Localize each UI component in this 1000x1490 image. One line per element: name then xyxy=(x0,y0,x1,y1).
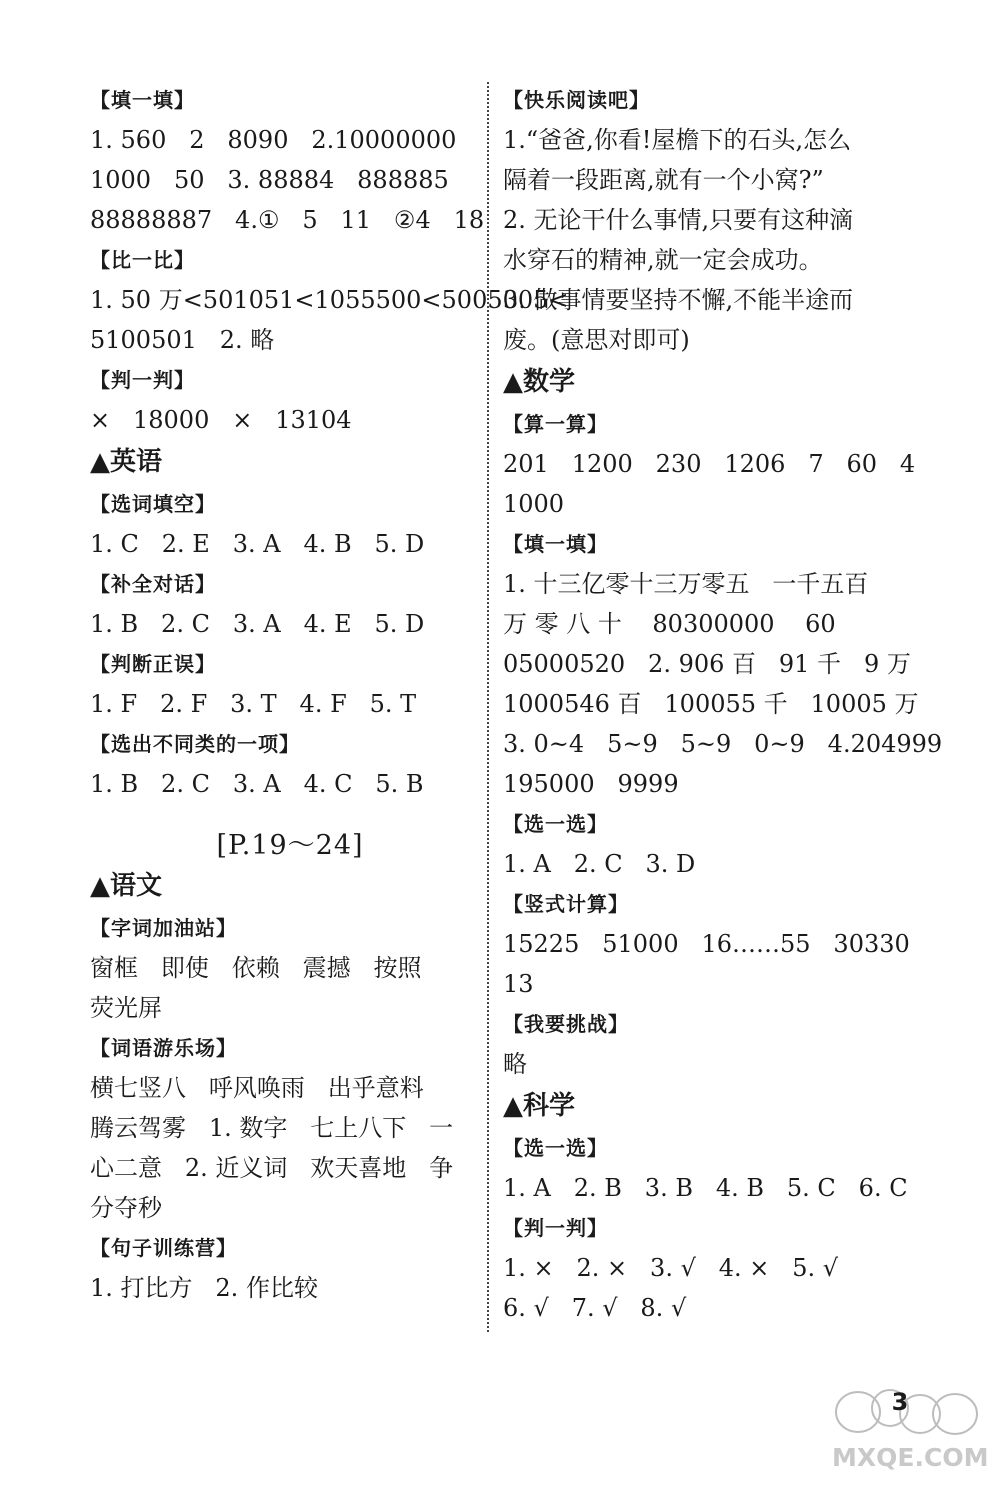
section-heading: 【选词填空】 xyxy=(90,492,216,516)
answer-line: 1.“爸爸,你看!屋檐下的石头,怎么 xyxy=(503,126,852,154)
section-heading: 【词语游乐场】 xyxy=(90,1036,237,1060)
section-heading: 【竖式计算】 xyxy=(503,892,629,916)
answer-line: 1. 50 万<501051<1055500<5005005< xyxy=(90,286,569,314)
answer-line: 1. B 2. C 3. A 4. C 5. B xyxy=(90,770,424,798)
subject-heading: ▲英语 xyxy=(90,447,162,477)
answer-line: 荧光屏 xyxy=(90,994,162,1022)
answer-line: 05000520 2. 906 百 91 千 9 万 xyxy=(503,650,911,678)
section-heading: 【填一填】 xyxy=(503,532,608,556)
answer-line: 1000546 百 100055 千 10005 万 xyxy=(503,690,919,718)
answer-line: 13 xyxy=(503,970,534,998)
answer-line: 5100501 2. 略 xyxy=(90,326,275,354)
section-heading: 【句子训练营】 xyxy=(90,1236,237,1260)
answer-line: 心二意 2. 近义词 欢天喜地 争 xyxy=(90,1154,454,1182)
answer-line: 1. F 2. F 3. T 4. F 5. T xyxy=(90,690,417,718)
answer-line: 1. 560 2 8090 2.10000000 xyxy=(90,126,457,154)
page-range-heading: [P.19～24] xyxy=(216,830,364,861)
answer-line: 1. 十三亿零十三万零五 一千五百 xyxy=(503,570,869,598)
answer-line: 略 xyxy=(503,1050,527,1078)
answer-line: 88888887 4.① 5 11 ②4 18 xyxy=(90,206,485,234)
section-heading: 【算一算】 xyxy=(503,412,608,436)
answer-line: 水穿石的精神,就一定会成功。 xyxy=(503,246,823,274)
answer-line: 窗框 即使 依赖 震撼 按照 xyxy=(90,954,422,982)
section-heading: 【补全对话】 xyxy=(90,572,216,596)
answer-line: 201 1200 230 1206 7 60 4 xyxy=(503,450,916,478)
answer-line: 2. 无论干什么事情,只要有这种滴 xyxy=(503,206,854,234)
section-heading: 【快乐阅读吧】 xyxy=(503,88,650,112)
watermark-text: MXQE.COM xyxy=(832,1443,989,1472)
column-divider xyxy=(487,82,489,1332)
section-heading: 【我要挑战】 xyxy=(503,1012,629,1036)
section-heading: 【判一判】 xyxy=(503,1216,608,1240)
subject-heading: ▲语文 xyxy=(90,871,162,901)
subject-heading: ▲科学 xyxy=(503,1091,575,1121)
answer-line: 3. 做事情要坚持不懈,不能半途而 xyxy=(503,286,854,314)
section-heading: 【判断正误】 xyxy=(90,652,216,676)
answer-line: 1000 50 3. 88884 888885 xyxy=(90,166,449,194)
answer-line: 195000 9999 xyxy=(503,770,679,798)
answer-line: × 18000 × 13104 xyxy=(90,406,352,434)
answer-line: 隔着一段距离,就有一个小窝?” xyxy=(503,166,824,194)
answer-line: 废。(意思对即可) xyxy=(503,326,690,354)
answer-line: 1. B 2. C 3. A 4. E 5. D xyxy=(90,610,425,638)
right-column xyxy=(503,80,943,1328)
answer-line: 1. 打比方 2. 作比较 xyxy=(90,1274,318,1302)
section-heading: 【选出不同类的一项】 xyxy=(90,732,300,756)
section-heading: 【字词加油站】 xyxy=(90,916,237,940)
page-number: 3 xyxy=(891,1388,909,1416)
answer-line: 1000 xyxy=(503,490,565,518)
answer-line: 3. 0~4 5~9 5~9 0~9 4.204999 xyxy=(503,730,943,758)
section-heading: 【选一选】 xyxy=(503,1136,608,1160)
answer-line: 分夺秒 xyxy=(90,1194,162,1222)
section-heading: 【选一选】 xyxy=(503,812,608,836)
answer-line: 万 零 八 十 80300000 60 xyxy=(503,610,836,638)
answer-line: 横七竖八 呼风唤雨 出乎意料 xyxy=(90,1074,424,1102)
answer-line: 1. C 2. E 3. A 4. B 5. D xyxy=(90,530,425,558)
answer-line: 1. A 2. B 3. B 4. B 5. C 6. C xyxy=(503,1174,908,1202)
answer-line: 6. √ 7. √ 8. √ xyxy=(503,1294,687,1322)
section-heading: 【判一判】 xyxy=(90,368,195,392)
answer-line: 1. × 2. × 3. √ 4. × 5. √ xyxy=(503,1254,839,1282)
answer-line: 1. A 2. C 3. D xyxy=(503,850,696,878)
answer-line: 腾云驾雾 1. 数字 七上八下 一 xyxy=(90,1114,454,1142)
section-heading: 【比一比】 xyxy=(90,248,195,272)
section-heading: 【填一填】 xyxy=(90,88,195,112)
answer-line: 15225 51000 16……55 30330 xyxy=(503,930,910,958)
subject-heading: ▲数学 xyxy=(503,367,575,397)
